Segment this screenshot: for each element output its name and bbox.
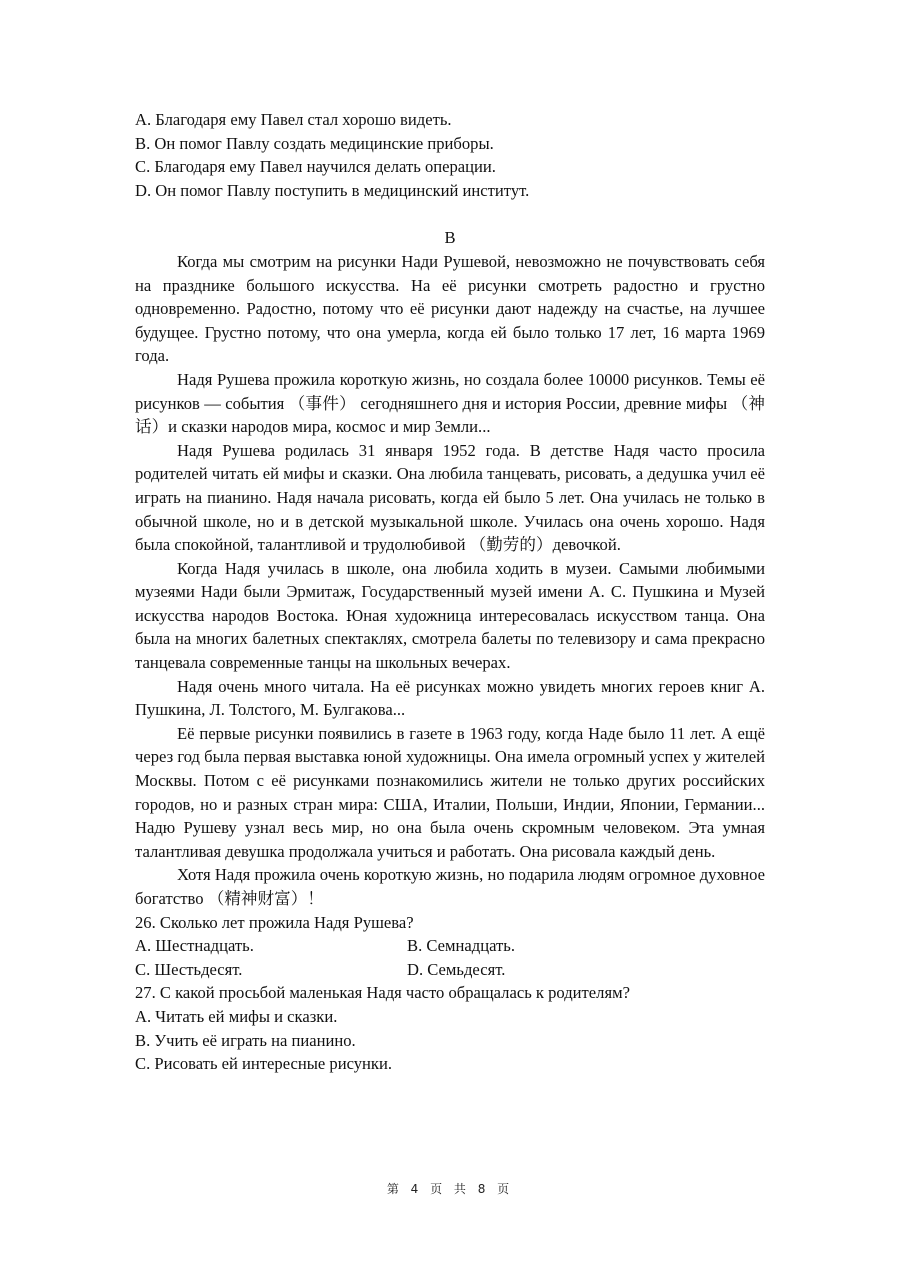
passage-paragraph: Надя очень много читала. На её рисунках можно увидеть многих героев книг А. Пушкина, Л. Толстого, М. Булгакова... [135, 676, 765, 720]
passage-paragraph: Её первые рисунки появились в газете в 1963 году, когда Наде было 11 лет. А ещё через год была первая выставка юной художницы. Она имела огромный успех у жителей Москвы. Потом с её рисунками познакомились жители не только других российских городов, но и разных стран мира: США, Италии, Польши, Индии, Японии, Германии... Надю Рушеву узнал весь мир, но она была очень скромным человеком. Эта умная талантливая девушка продолжала учиться и работать. Она рисовала каждый день. [135, 723, 765, 861]
question-options [135, 934, 765, 981]
passage-paragraph: Хотя Надя прожила очень короткую жизнь, но подарила людям огромное духовное богатство （精神财富）！ [135, 865, 765, 908]
page-number-footer: 第 4 页 共 8 页 [386, 1182, 514, 1196]
reading-passage [135, 250, 765, 911]
passage-paragraph: Когда мы смотрим на рисунки Нади Рушевой, невозможно не почувствовать себя на празднике большого искусства. На её рисунки смотреть радостно и грустно одновременно. Радостно, потому что её рисунки дают надежду на счастье, на лучшее будущее. Грустно потому, что она умерла, когда ей было только 17 лет, 16 марта 1969 года. [135, 251, 765, 366]
answer-option: B. Семнадцать. [407, 936, 515, 956]
previous-question-options [135, 108, 765, 202]
question-text: 26. Сколько лет прожила Надя Рушева? [135, 912, 414, 932]
answer-option: A. Шестнадцать. [135, 936, 254, 956]
answer-option: A. Читать ей мифы и сказки. [135, 1006, 338, 1026]
answer-option: D. Семьдесят. [407, 959, 506, 979]
answer-option: C. Шестьдесят. [135, 959, 243, 979]
passage-paragraph: Надя Рушева прожила короткую жизнь, но создала более 10000 рисунков. Темы её рисунков — события （事件） сегодняшнего дня и история России, древние мифы （神话）и сказки народов мира, космос и мир Земли... [135, 369, 765, 437]
answer-option: D. Он помог Павлу поступить в медицинский институт. [135, 180, 530, 200]
answer-option: A. Благодаря ему Павел стал хорошо видеть. [135, 110, 452, 129]
document-page [135, 108, 765, 1076]
section-heading: B [444, 228, 456, 248]
passage-paragraph: Надя Рушева родилась 31 января 1952 года. В детстве Надя часто просила родителей читать ей мифы и сказки. Она любила танцевать, рисовать, а дедушка учил её играть на пианино. Надя начала рисовать, когда ей было 5 лет. Она училась не только в обычной школе, но и в детской музыкальной школе. Училась она очень хорошо. Надя была спокойной, талантливой и трудолюбивой （勤劳的）девочкой. [135, 440, 765, 555]
passage-paragraph: Когда Надя училась в школе, она любила ходить в музеи. Самыми любимыми музеями Нади были Эрмитаж, Государственный музей имени А. С. Пушкина и Музей искусства народов Востока. Юная художница интересовалась искусством танца. Она была на многих балетных спектаклях, смотрела балеты по телевизору и сама прекрасно танцевала современные танцы на школьных вечерах. [135, 558, 765, 673]
question-27 [135, 981, 765, 1075]
answer-option: C. Рисовать ей интересные рисунки. [135, 1054, 393, 1074]
question-text: 27. С какой просьбой маленькая Надя часто обращалась к родителям? [135, 983, 630, 1003]
question-26 [135, 911, 765, 982]
answer-option: B. Он помог Павлу создать медицинские приборы. [135, 133, 494, 153]
answer-option: B. Учить её играть на пианино. [135, 1030, 356, 1050]
answer-option: C. Благодаря ему Павел научился делать операции. [135, 157, 496, 177]
